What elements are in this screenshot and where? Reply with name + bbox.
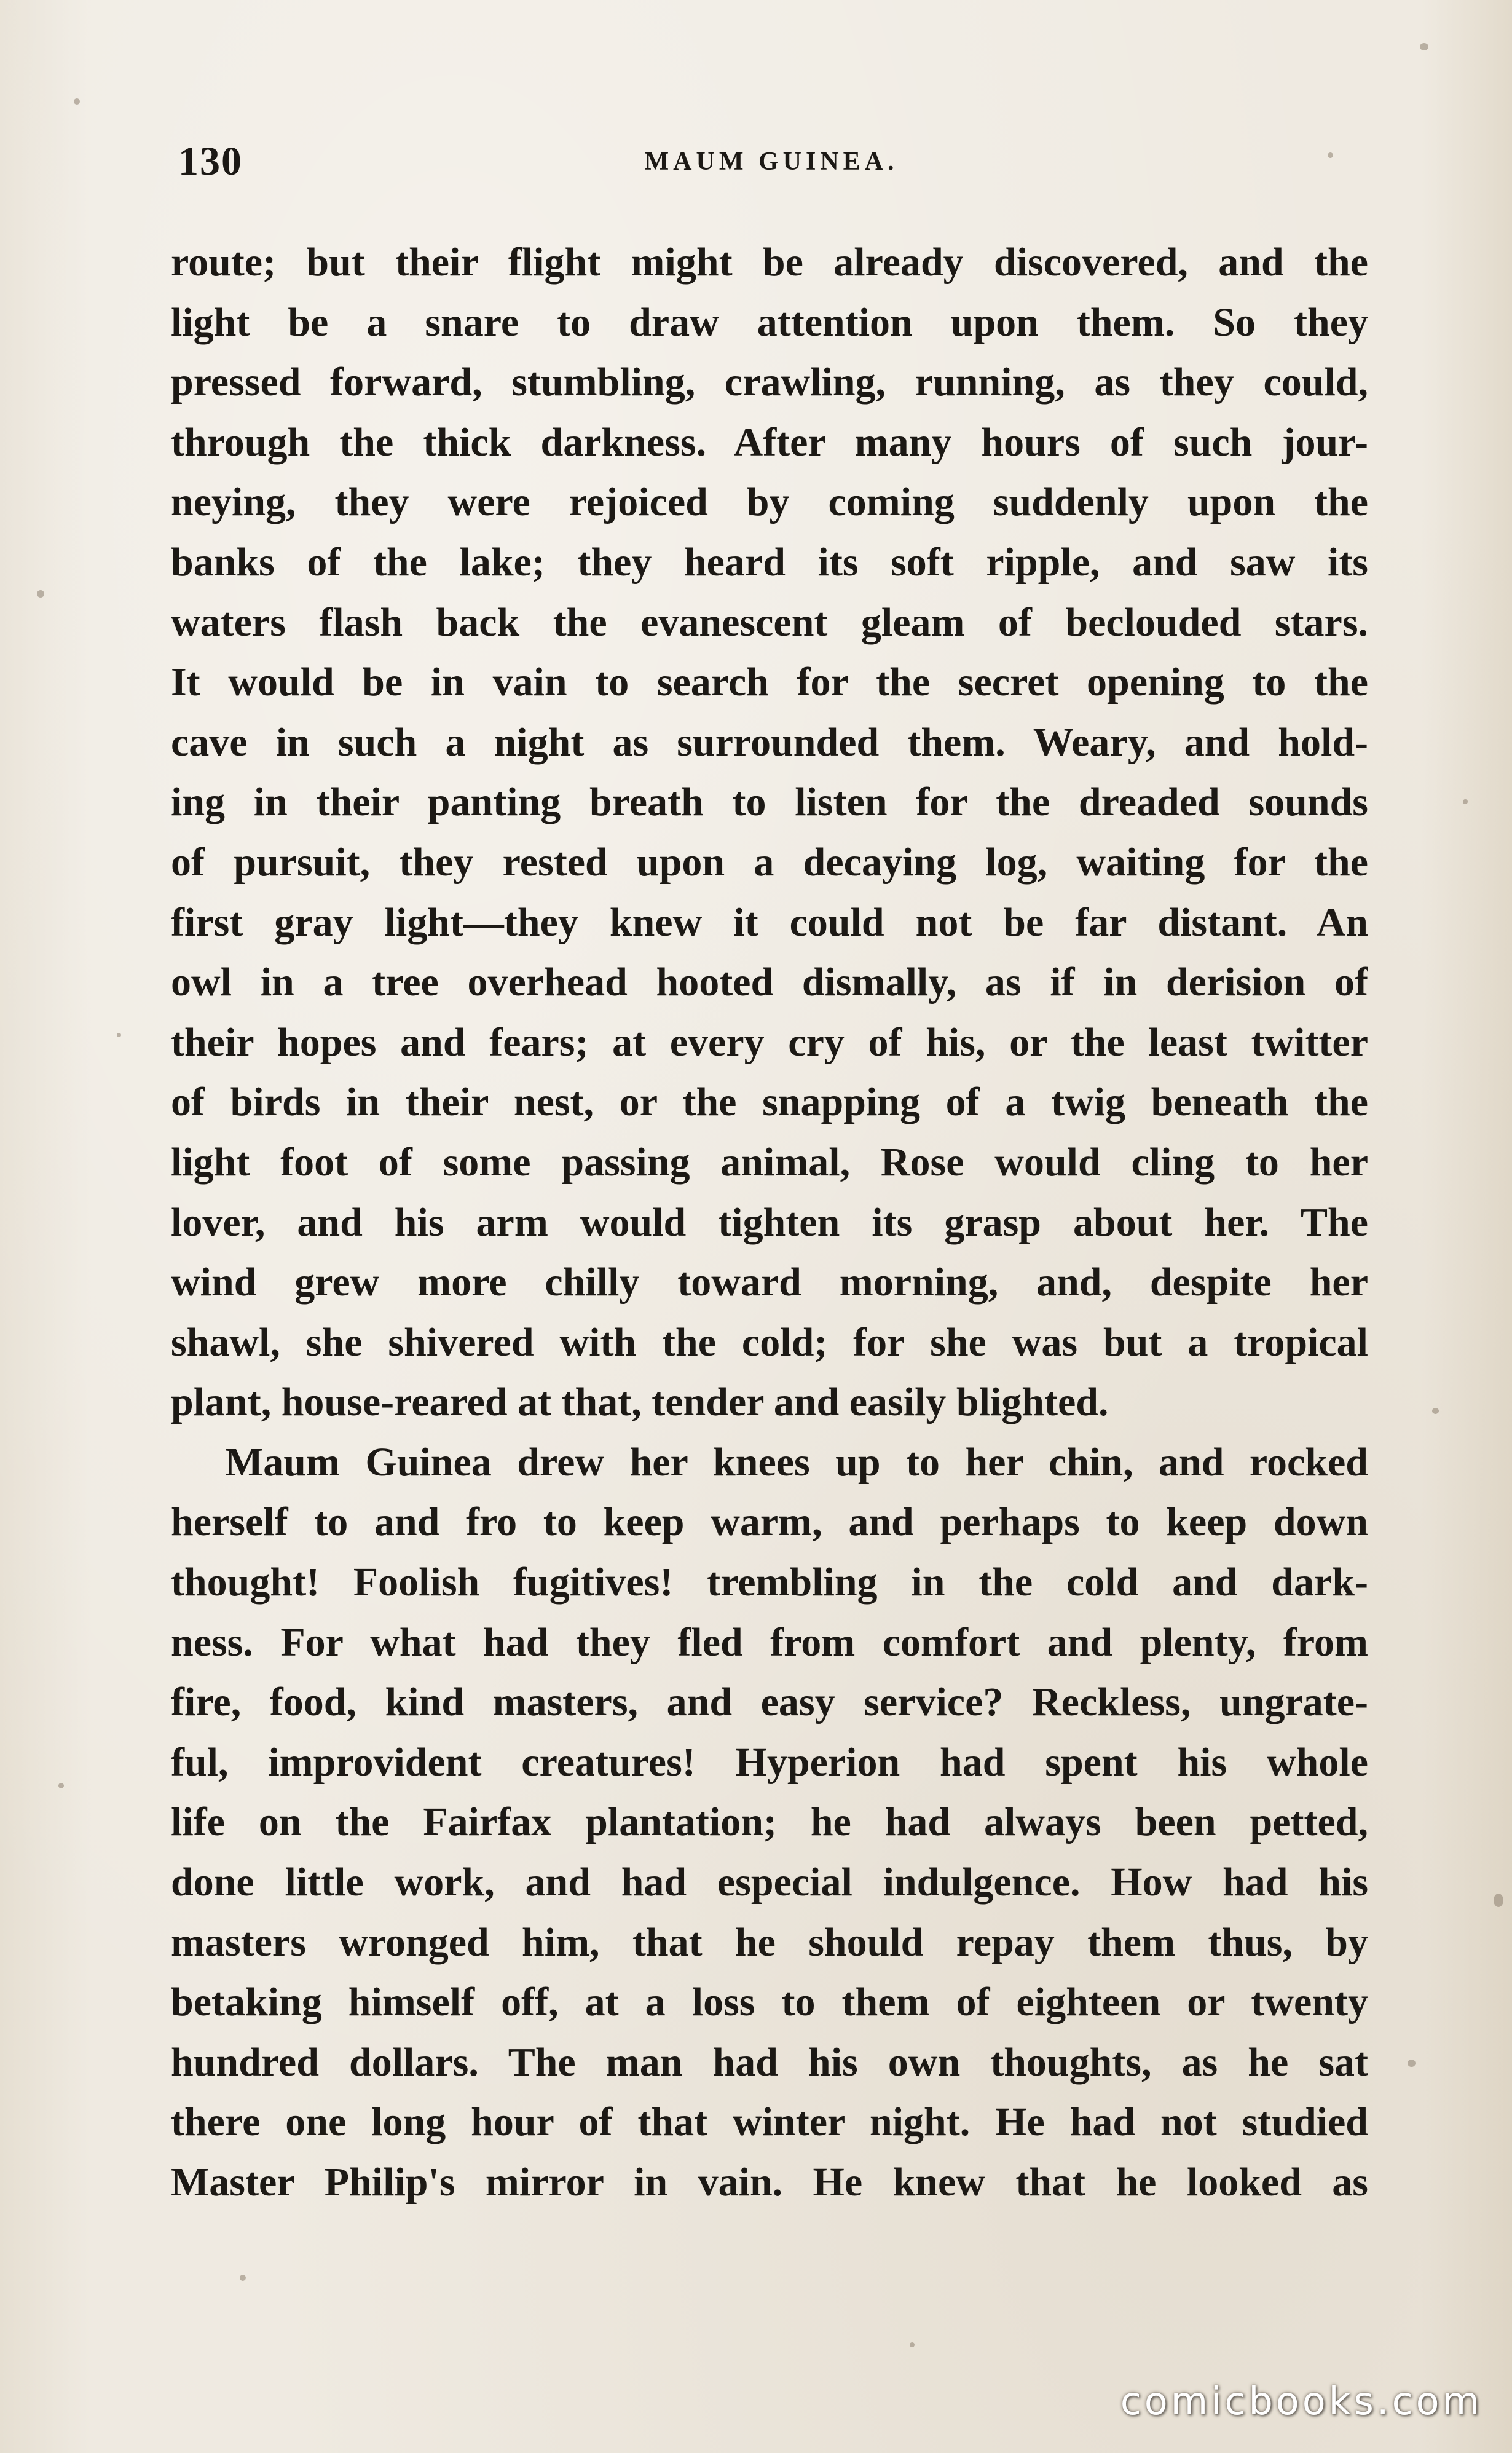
text-line: of pursuit, they rested upon a decaying log, waiting for the [171,839,1368,885]
paper-speck [1432,1408,1439,1414]
paper-speck [910,2342,915,2347]
paper-speck [1494,1894,1503,1907]
page-number: 130 [178,139,243,184]
text-line: betaking himself off, at a loss to them of eighteen or twenty [171,1980,1368,2025]
text-line: It would be in vain to search for the secret opening to the [171,660,1368,705]
text-line: masters wronged him, that he should repay them thus, by [171,1919,1368,1965]
text-line: light foot of some passing animal, Rose would cling to her [171,1139,1368,1185]
text-line: light be a snare to draw attention upon them. So they [171,299,1368,345]
text-line: ful, improvident creatures! Hyperion had spent his whole [171,1739,1368,1785]
paper-speck [240,2275,246,2281]
paper-speck [74,98,80,105]
text-line: through the thick darkness. After many hours of such jour- [171,419,1368,465]
text-line: pressed forward, stumbling, crawling, running, as they could, [171,360,1368,405]
text-line: neying, they were rejoiced by coming suddenly upon the [171,480,1368,525]
paragraphs [171,232,1368,2213]
text-line: hundred dollars. The man had his own thoughts, as he sat [171,2039,1368,2085]
watermark: comicbooks.com [1120,2379,1482,2423]
paper-speck [117,1033,121,1037]
text-line: fire, food, kind masters, and easy service? Reckless, ungrate- [171,1680,1368,1725]
text-line: owl in a tree overhead hooted dismally, as if in derision of [171,960,1368,1005]
paper-speck [37,590,44,598]
text-line: shawl, she shivered with the cold; for she was but a tropical [171,1319,1368,1365]
text-line: their hopes and fears; at every cry of his, or the least twitter [171,1019,1368,1065]
text-line: banks of the lake; they heard its soft ripple, and saw its [171,539,1368,585]
text-line: first gray light—they knew it could not be far distant. An [171,899,1368,945]
paper-speck [1463,799,1468,804]
paper-speck [1408,2060,1416,2067]
text-line: cave in such a night as surrounded them. Weary, and hold- [171,719,1368,765]
text-line: life on the Fairfax plantation; he had always been petted, [171,1799,1368,1845]
paper-speck [1420,43,1428,50]
text-line: Maum Guinea drew her knees up to her chin, and rocked [225,1439,1368,1485]
text-line: done little work, and had especial indulgence. How had his [171,1860,1368,1905]
text-line: route; but their flight might be already discovered, and the [171,240,1368,285]
text-line: of birds in their nest, or the snapping of a twig beneath the [171,1080,1368,1125]
text-line: lover, and his arm would tighten its grasp about her. The [171,1199,1368,1245]
text-line: plant, house-reared at that, tender and easily blighted. [171,1380,1109,1425]
text-line: herself to and fro to keep warm, and perhaps to keep down [171,1499,1368,1545]
paragraph [171,232,1368,1432]
page-header [178,134,1364,189]
text-line: Master Philip's mirror in vain. He knew that he looked as [171,2160,1368,2205]
text-line: thought! Foolish fugitives! trembling in the cold and dark- [171,1560,1368,1605]
paragraph [171,1432,1368,2213]
text-line: waters flash back the evanescent gleam of beclouded stars. [171,599,1368,645]
text-line: ing in their panting breath to listen for the dreaded sounds [171,780,1368,825]
running-head: MAUM GUINEA. [644,148,899,176]
text-line: there one long hour of that winter night. He had not studied [171,2099,1368,2145]
body-text [171,232,1368,2213]
text-line: wind grew more chilly toward morning, and, despite her [171,1260,1368,1305]
text-line: ness. For what had they fled from comfort and plenty, from [171,1619,1368,1665]
paper-speck [58,1783,64,1788]
